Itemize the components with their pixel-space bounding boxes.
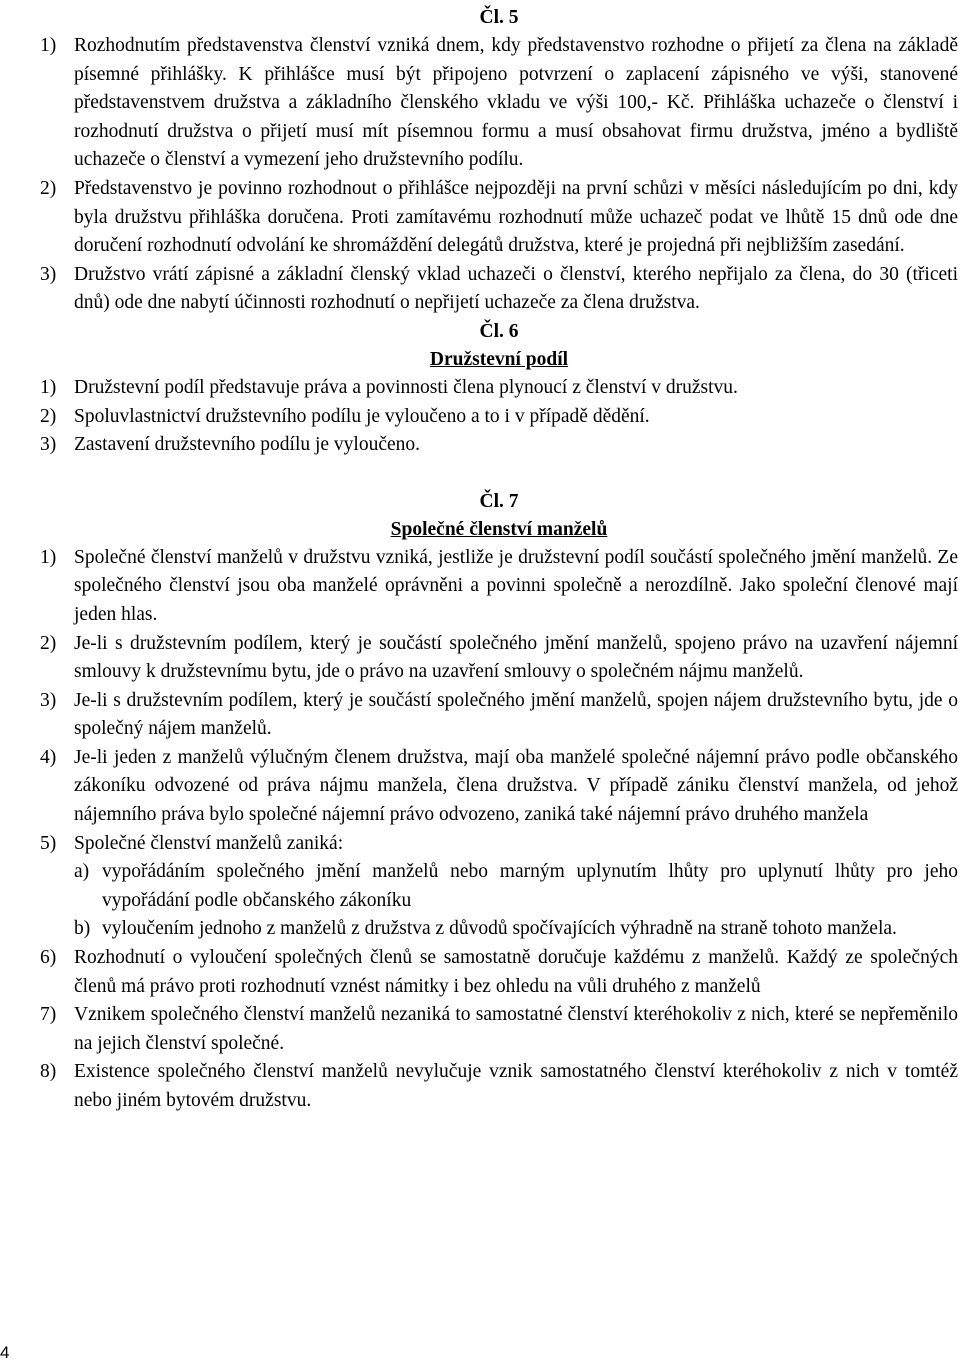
- article-6-item-3: [40, 431, 958, 460]
- item-text: Představenstvo je povinno rozhodnout o přihlášce nejpozději na první schůzi v měsíci následujícím po dni, kdy byla družstvu přihláška doručena. Proti zamítavému rozhodnutí může uchazeč podat ve lhůtě 15 dnů ode dne doručení rozhodnutí odvolání ke shromáždění delegátů družstva, které je projedná při nejbližším zasedání.: [74, 177, 958, 257]
- article-7-subitem-b: [40, 915, 958, 944]
- item-text: Spoluvlastnictví družstevního podílu je vyloučeno a to i v případě dědění.: [74, 405, 650, 427]
- article-7-item-3: [40, 687, 958, 744]
- item-text: Společné členství manželů zaniká:: [74, 832, 344, 854]
- item-text: Je-li s družstevním podílem, který je součástí společného jmění manželů, spojeno právo na uzavření nájemní smlouvy k družstevnímu bytu, jde o právo na uzavření smlouvy o společném nájmu manželů.: [74, 632, 958, 683]
- article-7-item-8: [40, 1058, 958, 1115]
- subitem-text: vyloučením jednoho z manželů z družstva z důvodů spočívajících výhradně na straně tohoto manžela.: [102, 918, 897, 940]
- article-7-item-1: [40, 544, 958, 630]
- item-number: 3): [40, 689, 57, 711]
- article-5-heading: Čl. 5: [479, 7, 519, 28]
- item-text: Vznikem společného členství manželů nezaniká to samostatné členství kteréhokoliv z nich, které se nepřeměnilo na jejich členství společné.: [74, 1004, 958, 1054]
- item-number: 5): [40, 832, 57, 854]
- item-text: Družstevní podíl představuje práva a povinnosti člena plynoucí z členství v družstvu.: [74, 376, 738, 398]
- item-text: Rozhodnutí o vyloučení společných členů se samostatně doručuje každému z manželů. Každý ze společných členů má právo proti rozhodnutí vznést námitky i bez ohledu na vůli druhého z manželů: [74, 947, 958, 997]
- item-text: Zastavení družstevního podílu je vyloučeno.: [74, 434, 421, 456]
- article-7-item-6: [40, 944, 958, 1001]
- article-6-item-1: [40, 374, 958, 403]
- item-number: 2): [40, 177, 57, 199]
- article-7-item-5: [40, 830, 958, 859]
- article-7-subitem-a: [40, 858, 958, 915]
- document-page: [40, 4, 958, 1116]
- item-text: Rozhodnutím představenstva členství vzniká dnem, kdy představenstvo rozhodne o přijetí za člena na základě písemné přihlášky. K přihlášce musí být připojeno potvrzení o zaplacení zápisného ve výši, stanovené představenstvem družstva a základního členského vkladu ve výši 100,- Kč. Přihláška uchazeče o členství i rozhodnutí družstva o přijetí musí mít písemnou formu a musí obsahovat firmu družstva, jméno a bydliště uchazeče o členství a vymezení jeho družstevního podílu.: [74, 35, 958, 171]
- article-7-item-7: [40, 1001, 958, 1058]
- article-7-title: Společné členství manželů: [390, 518, 608, 540]
- subitem-label: b): [74, 918, 91, 940]
- page-number: 4: [0, 1343, 10, 1362]
- item-text: Družstvo vrátí zápisné a základní členský vklad uchazeči o členství, kterého nepřijalo za člena, do 30 (třiceti dnů) ode dne nabytí účinnosti rozhodnutí o nepřijetí uchazeče za člena družstva.: [74, 263, 958, 314]
- article-7-item-4: [40, 744, 958, 830]
- item-text: Společné členství manželů v družstvu vzniká, jestliže je družstevní podíl součástí společného jmění manželů. Ze společného členství jsou oba manželé oprávněni a povinni společně a nerozdílně. Jako společní členové mají jeden hlas.: [74, 546, 958, 625]
- article-7-item-2: [40, 630, 958, 687]
- item-number: 2): [40, 405, 57, 427]
- item-number: 1): [40, 35, 57, 56]
- item-number: 3): [40, 263, 57, 285]
- item-number: 1): [40, 376, 57, 398]
- article-5-item-1: [40, 32, 958, 175]
- item-text: Existence společného členství manželů nevylučuje vznik samostatného členství kteréhokoliv z nich v tomtéž nebo jiném bytovém družstvu.: [74, 1061, 958, 1111]
- item-number: 7): [40, 1004, 57, 1026]
- article-5-item-2: [40, 175, 958, 261]
- subitem-label: a): [74, 861, 90, 883]
- item-text: Je-li jeden z manželů výlučným členem družstva, mají oba manželé společné nájemní právo podle občanského zákoníku odvozené od práva nájmu manžela, člena družstva. V případě zániku členství manžela, od jehož nájemního práva bylo společné nájemní právo odvozeno, zaniká také nájemní právo druhého manžela: [74, 746, 958, 826]
- item-number: 1): [40, 546, 57, 568]
- article-6-heading: Čl. 6: [479, 320, 519, 342]
- spacer: [40, 460, 958, 488]
- article-7-heading: Čl. 7: [479, 490, 519, 512]
- item-number: 6): [40, 947, 57, 969]
- article-6-title: Družstevní podíl: [429, 348, 569, 370]
- subitem-text: vypořádáním společného jmění manželů nebo marným uplynutím lhůty pro uplynutí lhůty pro jeho vypořádání podle občanského zákoníku: [102, 861, 958, 911]
- item-number: 3): [40, 434, 57, 456]
- item-number: 8): [40, 1061, 57, 1083]
- item-text: Je-li s družstevním podílem, který je součástí společného jmění manželů, spojen nájem družstevního bytu, jde o společný nájem manželů.: [74, 689, 958, 740]
- item-number: 4): [40, 746, 57, 768]
- item-number: 2): [40, 632, 57, 654]
- article-6-item-2: [40, 403, 958, 432]
- article-5-item-3: [40, 261, 958, 318]
